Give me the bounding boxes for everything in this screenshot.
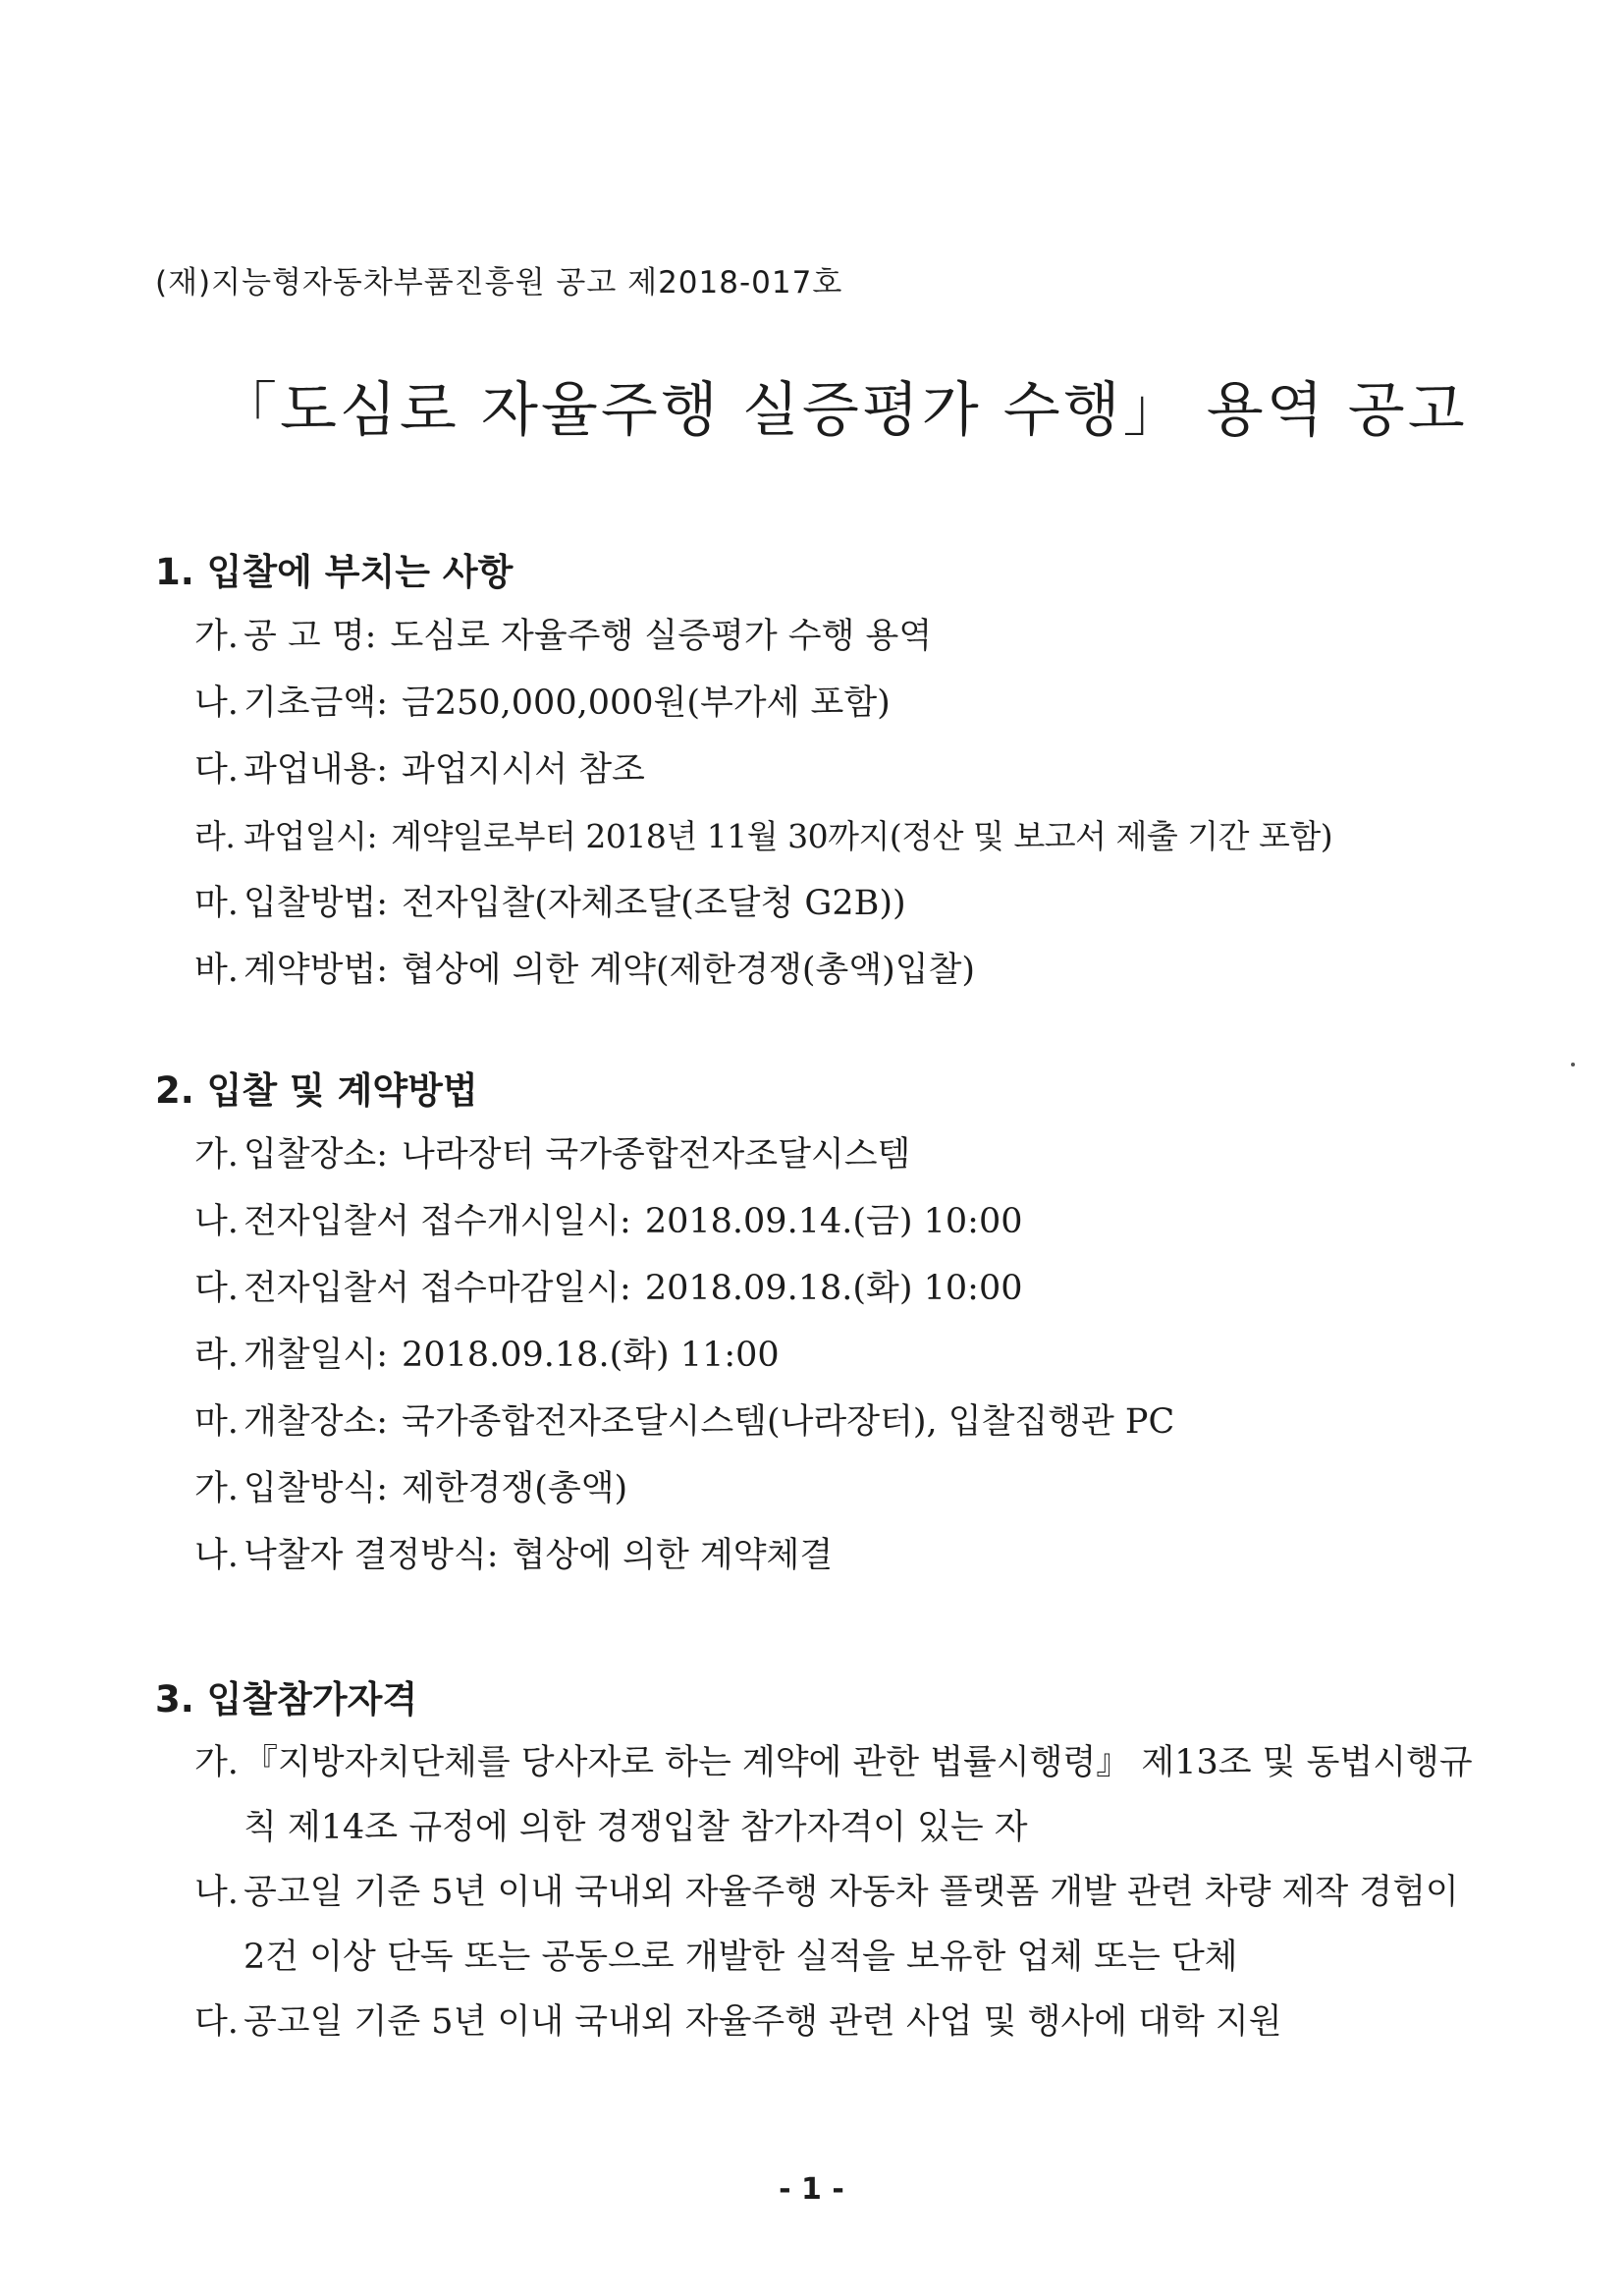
item-marker: 라. xyxy=(194,817,236,855)
item-value: 협상에 의한 계약(제한경쟁(총액)입찰) xyxy=(402,951,976,990)
item-value: 2018.09.18.(화) 10:00 xyxy=(644,1269,1023,1308)
list-item xyxy=(155,670,1490,737)
list-item xyxy=(155,870,1490,937)
item-label: 개찰일시: xyxy=(243,1336,389,1375)
item-value: 계약일로부터 2018년 11월 30까지(정산 및 보고서 제출 기간 포함) xyxy=(391,817,1333,855)
item-marker: 다. xyxy=(194,750,239,790)
item-label: 계약방법: xyxy=(243,951,389,990)
list-item xyxy=(155,1255,1490,1322)
item-marker: 가. xyxy=(194,1743,239,1782)
scan-speck xyxy=(1571,1063,1575,1066)
item-value: 2018.09.18.(화) 11:00 xyxy=(402,1336,780,1375)
item-label: 입찰방법: xyxy=(243,884,389,923)
list-item xyxy=(155,1389,1490,1455)
item-marker: 나. xyxy=(194,1202,239,1241)
item-label: 공 고 명: xyxy=(243,617,377,656)
section-bid-contract-method xyxy=(155,1061,1490,1589)
item-label: 기초금액: xyxy=(243,683,389,723)
item-marker: 가. xyxy=(194,617,239,656)
item-marker: 가. xyxy=(194,1469,239,1508)
page-number: - 1 - xyxy=(779,2172,844,2207)
item-marker: 바. xyxy=(194,951,239,990)
list-item xyxy=(155,603,1490,670)
item-label: 전자입찰서 접수개시일시: xyxy=(243,1202,631,1241)
list-item xyxy=(155,737,1490,803)
item-marker: 가. xyxy=(194,1135,239,1175)
list-item xyxy=(155,1990,1490,2054)
item-marker: 마. xyxy=(194,884,239,923)
item-marker: 나. xyxy=(194,1536,239,1575)
section-heading: 1. 입찰에 부치는 사항 xyxy=(155,551,514,593)
list-item xyxy=(155,937,1490,1004)
item-marker: 마. xyxy=(194,1402,239,1442)
list-item xyxy=(155,1121,1490,1188)
list-item xyxy=(155,1522,1490,1589)
item-label: 입찰방식: xyxy=(243,1469,389,1508)
list-item xyxy=(155,1455,1490,1522)
list-item xyxy=(155,1860,1490,1990)
item-label: 낙찰자 결정방식: xyxy=(243,1536,499,1575)
item-marker: 다. xyxy=(194,2002,239,2042)
list-item xyxy=(155,1188,1490,1255)
item-text: 공고일 기준 5년 이내 국내외 자율주행 자동차 플랫폼 개발 관련 차량 제작 경험이 2건 이상 단독 또는 공동으로 개발한 실적을 보유한 업체 또는 단체 xyxy=(243,1873,1459,1977)
item-value: 나라장터 국가종합전자조달시스템 xyxy=(402,1135,911,1175)
document-title: 「도심로 자율주행 실증평가 수행」 용역 공고 xyxy=(218,376,1468,445)
item-text: 공고일 기준 5년 이내 국내외 자율주행 관련 사업 및 행사에 대학 지원 xyxy=(243,2002,1282,2042)
item-marker: 다. xyxy=(194,1269,239,1308)
list-item xyxy=(155,1730,1490,1860)
section-heading: 3. 입찰참가자격 xyxy=(155,1678,418,1721)
item-text: 『지방자치단체를 당사자로 하는 계약에 관한 법률시행령』 제13조 및 동법시행규칙 제14조 규정에 의한 경쟁입찰 참가자격이 있는 자 xyxy=(243,1743,1473,1847)
item-label: 전자입찰서 접수마감일시: xyxy=(243,1269,631,1308)
item-marker: 나. xyxy=(194,683,239,723)
list-item xyxy=(155,1322,1490,1389)
notice-number: (재)지능형자동차부품진흥원 공고 제2018-017호 xyxy=(155,265,843,301)
item-marker: 나. xyxy=(194,1873,239,1912)
section-bid-items xyxy=(155,542,1490,1004)
item-marker: 라. xyxy=(194,1336,239,1375)
section-heading: 2. 입찰 및 계약방법 xyxy=(155,1069,478,1112)
item-label: 개찰장소: xyxy=(243,1402,389,1442)
item-value: 협상에 의한 계약체결 xyxy=(512,1536,834,1575)
item-value: 2018.09.14.(금) 10:00 xyxy=(644,1202,1023,1241)
section-eligibility xyxy=(155,1669,1490,2054)
item-value: 금250,000,000원(부가세 포함) xyxy=(402,683,891,723)
item-value: 전자입찰(자체조달(조달청 G2B)) xyxy=(402,884,906,923)
item-value: 도심로 자율주행 실증평가 수행 용역 xyxy=(390,617,933,656)
list-item xyxy=(155,803,1490,870)
item-label: 입찰장소: xyxy=(243,1135,389,1175)
item-label: 과업내용: xyxy=(243,750,389,790)
item-value: 과업지시서 참조 xyxy=(402,750,645,790)
item-value: 제한경쟁(총액) xyxy=(402,1469,628,1508)
item-label: 과업일시: xyxy=(243,817,378,855)
item-value: 국가종합전자조달시스템(나라장터), 입찰집행관 PC xyxy=(402,1402,1175,1442)
